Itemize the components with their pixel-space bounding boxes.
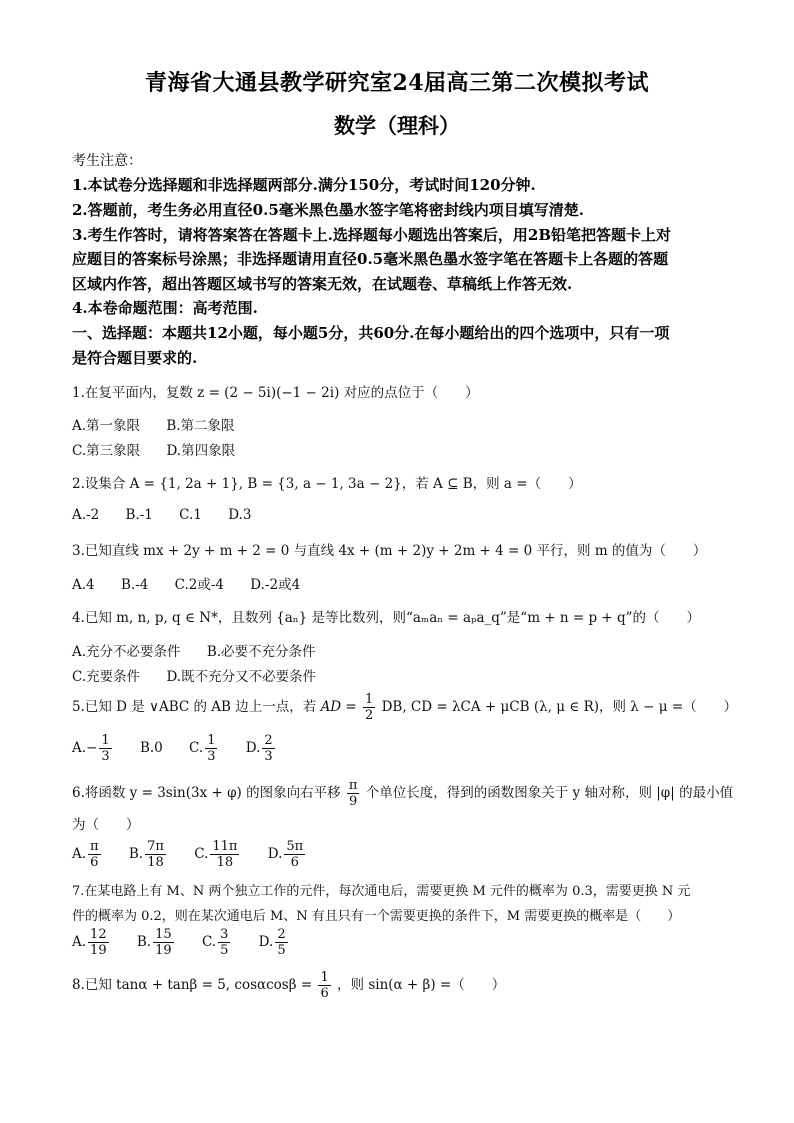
q7-option-a-label: A. [72,934,87,950]
q7-option-a[interactable] [72,927,111,958]
q6-option-a-den: 6 [90,855,99,870]
q7-option-d[interactable] [259,927,290,958]
q5-option-d-num: 2 [264,733,273,748]
q6-option-d-den: 6 [290,855,299,870]
q6-option-a-frac [88,839,101,870]
q5-stem-part-a: 5.已知 D 是 ∨ABC 的 AB 边上一点，若 [72,699,317,715]
q2-option-d[interactable]: D.3 [228,507,252,523]
q3-option-d[interactable]: D.-2或4 [250,577,301,593]
q1-option-b[interactable]: B.第二象限 [166,418,235,434]
q8-fraction [318,970,330,1001]
question-4-options-row-2 [72,665,338,685]
q3-option-a[interactable]: A.4 [72,577,95,593]
question-1-options-row-1 [72,414,257,434]
q5-option-a-frac [99,733,111,764]
q5-option-b[interactable] [140,740,163,756]
q4-option-b[interactable]: B.必要不充分条件 [206,644,316,660]
q5-option-a[interactable] [72,733,114,764]
notice-item-1: 1.本试卷分选择题和非选择题两部分.满分150分，考试时间120分钟. [72,176,536,194]
question-1-options-row-2 [72,439,257,459]
q6-option-c-frac [210,839,239,870]
q5-option-c-label: C. [189,740,204,756]
q7-option-b-num: 15 [155,927,172,942]
q7-option-c-num: 3 [220,927,229,942]
q2-option-c[interactable]: C.1 [179,507,202,523]
exam-subtitle: 数学（理科） [334,113,460,138]
question-5-stem [72,692,737,723]
q6-option-d-label: D. [267,846,283,862]
notice-item-2: 2.答题前，考生务必用直径0.5毫米黑色墨水签字笔将密封线内项目填写清楚. [72,201,584,219]
q5-option-a-num: 1 [101,733,110,748]
q6-stem-part-b: 个单位长度，得到的函数图象关于 y 轴对称，则 |φ| 的最小值 [365,785,734,801]
question-3-options [72,573,322,593]
q5-option-c-num: 1 [207,733,216,748]
q5-option-d[interactable] [246,733,277,764]
q5-option-c-frac [205,733,217,764]
q7-option-a-num: 12 [90,927,107,942]
q8-fraction-den: 6 [320,986,329,1001]
q5-option-d-frac [262,733,274,764]
q6-option-a-num: π [90,839,99,854]
notice-item-3: 3.考生作答时，请将答案答在答题卡上.选择题每小题选出答案后，用2B铅笔把答题卡上对 [72,226,672,244]
q1-option-c[interactable]: C.第三象限 [72,443,141,459]
section-1-heading-cont: 是符合题目要求的. [72,349,198,367]
q6-option-d[interactable] [268,839,307,870]
question-7-stem: 7.在某电路上有 M、N 两个独立工作的元件，每次通电后，需要更换 M 元件的概率为 0.3，需要更换 N 元 [72,884,691,899]
q7-option-d-den: 5 [277,943,286,958]
question-6-options [72,839,329,870]
question-2-options [72,507,273,523]
q3-option-b[interactable]: B.-4 [120,577,149,593]
q7-option-a-frac [88,927,109,958]
q7-option-b-label: B. [136,934,152,950]
q5-option-c[interactable] [189,733,219,764]
notice-item-3-cont: 应题目的答案标号涂黑；非选择题请用直径0.5毫米黑色墨水签字笔在答题卡上各题的答题 [72,250,669,268]
q4-option-a[interactable]: A.充分不必要条件 [72,644,181,660]
q7-option-b[interactable] [137,927,176,958]
question-4-stem: 4.已知 m, n, p, q ∈ N*，且数列 {aₙ} 是等比数列，则“aₘaₙ = aₚa_q”是“m + n = p + q”的（ ） [72,610,701,626]
q6-option-a-label: A. [72,846,87,862]
question-6-stem [72,778,733,809]
q7-option-c-label: C. [201,934,217,950]
q5-option-d-label: D. [245,740,261,756]
q7-option-b-den: 19 [155,943,172,958]
q4-option-d[interactable]: D.既不充分又不必要条件 [166,669,317,685]
q7-option-c-frac [218,927,230,958]
q6-option-b-den: 18 [147,855,164,870]
q8-stem-part-b: ，则 sin(α + β) =（ ） [337,977,506,993]
exam-title: 青海省大通县教学研究室24届高三第二次模拟考试 [144,70,650,96]
notice-item-3-cont2: 区域内作答，超出答题区域书写的答案无效，在试题卷、草稿纸上作答无效. [72,275,573,293]
question-2-stem: 2.设集合 A = {1, 2a + 1}, B = {3, a − 1, 3a − 2}，若 A ⊆ B，则 a =（ ） [72,476,582,492]
q6-option-c-num: 11π [212,839,238,854]
notice-heading: 考生注意： [72,153,142,169]
q5-option-b-label: B.0 [139,740,163,756]
question-3-stem: 3.已知直线 mx + 2y + m + 2 = 0 与直线 4x + (m + 2)y + 2m + 4 = 0 平行，则 m 的值为（ ） [72,543,707,559]
q6-option-b-num: 7π [147,839,164,854]
q6-option-c-den: 18 [216,855,234,870]
q6-option-d-frac [284,839,305,870]
q4-option-c[interactable]: C.充要条件 [72,669,141,685]
q5-option-d-den: 3 [264,749,273,764]
q7-option-b-frac [153,927,174,958]
q2-option-b[interactable]: B.-1 [125,507,153,523]
q7-option-c-den: 5 [220,943,229,958]
question-7-options [72,927,312,958]
q8-stem-part-a: 8.已知 tanα + tanβ = 5, cosαcosβ = [72,977,313,993]
q6-fraction [347,778,360,809]
question-6-stem-cont: 为（ ） [72,817,140,833]
notice-item-4: 4.本卷命题范围：高考范围. [72,299,258,317]
question-5-options [72,733,299,764]
q5-option-c-den: 3 [207,749,216,764]
q6-option-b-frac [145,839,166,870]
question-7-stem-cont: 件的概率为 0.2，则在某次通电后 M、N 有且只有一个需要更换的条件下，M 需要更换的概率是（ ） [72,909,681,924]
q6-stem-part-a: 6.将函数 y = 3sin(3x + φ) 的图象向右平移 [72,785,341,801]
q6-option-a[interactable] [72,839,103,870]
q7-option-d-frac [275,927,287,958]
q6-option-c[interactable] [194,839,241,870]
q2-option-a[interactable]: A.-2 [72,507,100,523]
question-4-options-row-1 [72,640,338,660]
q7-option-d-label: D. [258,934,274,950]
q8-fraction-num: 1 [320,970,329,985]
q1-option-d[interactable]: D.第四象限 [166,443,236,459]
q6-fraction-den: 9 [349,794,358,809]
question-1-stem: 1.在复平面内，复数 z = (2 − 5i)(−1 − 2i) 对应的点位于（ ） [72,385,479,401]
q5-fraction [363,692,375,723]
q7-option-a-den: 19 [90,943,107,958]
q6-option-b-label: B. [128,846,144,862]
q6-option-b[interactable] [129,839,168,870]
q3-option-c[interactable]: C.2或-4 [174,577,224,593]
q5-fraction-num: 1 [365,692,374,707]
q1-option-a[interactable]: A.第一象限 [72,418,141,434]
q7-option-c[interactable] [202,927,232,958]
section-1-heading: 一、选择题：本题共12小题，每小题5分，共60分.在每小题给出的四个选项中，只有一项 [72,324,670,342]
q5-stem-part-b: AD = [320,699,362,715]
q5-stem-part-c: DB, CD = λCA + μCB (λ, μ ∈ R)，则 λ − μ =（ ） [381,699,738,715]
q6-option-c-label: C. [194,846,209,862]
q5-fraction-den: 2 [365,708,374,723]
q5-option-a-den: 3 [101,749,110,764]
q7-option-d-num: 2 [277,927,286,942]
question-8-stem [72,970,505,1001]
q5-option-a-label: A.− [72,740,98,756]
q6-fraction-num: π [348,778,358,793]
q6-option-d-num: 5π [286,839,304,854]
